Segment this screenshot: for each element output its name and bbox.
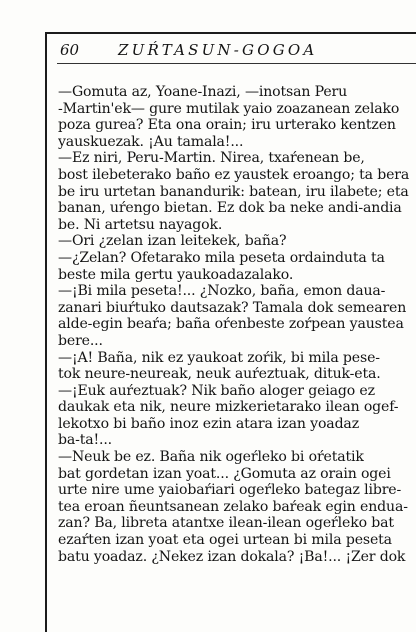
text-line: tok neure-neureak, neuk auŕeztuak, dituk-eta.	[58, 366, 381, 383]
text-line: urte nire ume yaiobaŕiari ogeŕleko bategaz libre-	[58, 482, 402, 499]
text-line: —¡A! Baña, nik ez yaukoat zoŕik, bi mila pese-	[58, 349, 380, 366]
text-line: —¿Zelan? Ofetarako mila peseta ordainduta ta	[58, 249, 385, 266]
page-border-left	[45, 32, 47, 632]
text-line: yauskuezak. ¡Au tamala!...	[58, 133, 244, 150]
text-line: batu yoadaz. ¿Nekez izan dokala? ¡Ba!... ¡Zer dok	[58, 548, 406, 565]
text-line: lekotxo bi baño inoz ezin atara izan yoadaz	[58, 415, 359, 432]
text-line: —¡Bi mila peseta!... ¿Nozko, baña, emon daua-	[58, 283, 386, 300]
text-line: —Ori ¿zelan izan leitekek, baña?	[58, 233, 287, 250]
text-line: be iru urtetan banandurik: batean, iru ilabete; eta	[58, 183, 409, 200]
text-line: bat gordetan izan yoat... ¿Gomuta az orain ogei	[58, 465, 391, 482]
text-line: zanari biuŕtuko dautsazak? Tamala dok semearen	[58, 299, 407, 316]
text-line: -Martin'ek— gure mutilak yaio zoazanean zelako	[58, 100, 400, 117]
text-line: banan, uŕengo bietan. Ez dok ba neke andi-andia	[58, 200, 402, 217]
page-header	[60, 40, 416, 62]
text-line: —Neuk be ez. Baña nik ogeŕleko bi oŕetatik	[58, 449, 364, 466]
text-line: zan? Ba, libreta atantxe ilean-ilean ogeŕleko bat	[58, 515, 394, 532]
text-line: beste mila gertu yaukoadazalako.	[58, 266, 294, 283]
text-line: —¡Euk auŕeztuak? Nik baño aloger geiago ez	[58, 382, 375, 399]
text-line: be. Ni artetsu nayagok.	[58, 216, 223, 233]
page-border-top	[45, 32, 416, 34]
text-line: bere...	[58, 332, 103, 349]
body-text	[58, 84, 414, 565]
text-line: alde-egin beaŕa; baña oŕenbeste zoŕpean yaustea	[58, 316, 404, 333]
text-line: —Ez niri, Peru-Martin. Nirea, txaŕenean be,	[58, 150, 365, 167]
header-rule	[57, 63, 416, 64]
page-number: 60	[60, 41, 80, 59]
text-line: ba-ta!...	[58, 432, 113, 449]
running-title: ZUŔTASUN-GOGOA	[118, 41, 318, 59]
text-line: tea eroan ñeuntsanean zelako baŕeak egin endua-	[58, 498, 408, 515]
text-line: —Gomuta az, Yoane-Inazi, —inotsan Peru	[58, 84, 348, 100]
text-line: bost ilebeterako baño ez yaustek eroango; ta bera	[58, 166, 410, 183]
text-line: poza gurea? Eta ona orain; iru urterako kentzen	[58, 117, 396, 134]
text-line: daukak eta nik, neure mizkerietarako ilean ogef-	[58, 399, 399, 416]
text-line: ezaŕten izan yoat eta ogei urtean bi mila peseta	[58, 532, 392, 549]
